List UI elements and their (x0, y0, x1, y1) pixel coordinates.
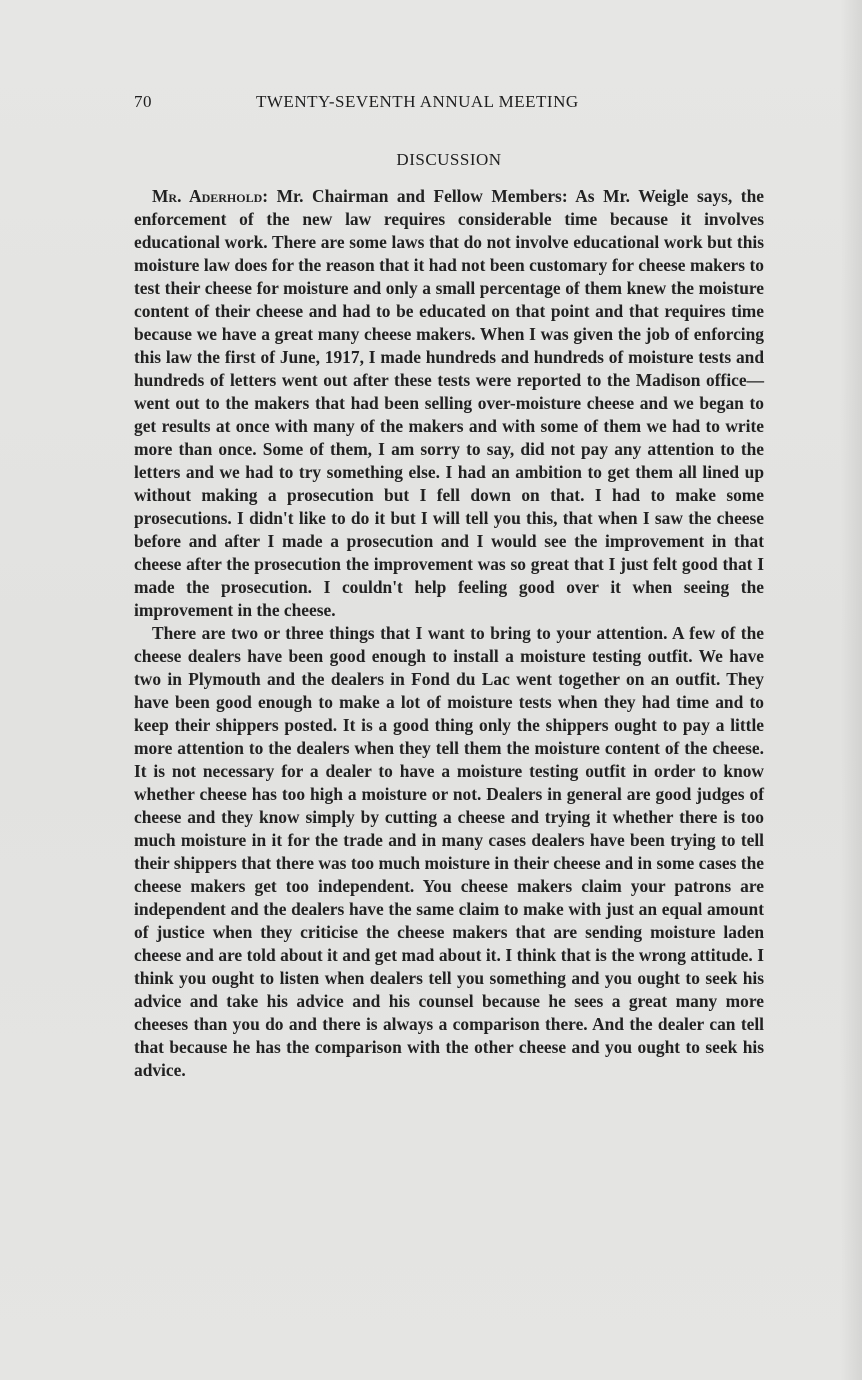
running-title: TWENTY-SEVENTH ANNUAL MEETING (256, 92, 579, 111)
paragraph-text: There are two or three things that I want to bring to your attention. A few of the cheese dealers have been good enough to install a moisture testing outfit. We have two in Plymouth and the dealers in Fond du Lac went together on an outfit. They have been good enough to make a lot of moisture tests when they had time and to keep their shippers posted. It is a good thing only the shippers ought to pay a little more attention to the dealers when they tell them the moisture content of the cheese. It is not necessary for a dealer to have a moisture testing outfit in order to know whether cheese has too high a moisture or not. Dealers in general are good judges of cheese and they know simply by cutting a cheese and trying it whether there is too much moisture in it for the trade and in many cases dealers have been trying to tell their shippers that there was too much moisture in their cheese and in some cases the cheese makers get too independent. You cheese makers claim your patrons are independent and the dealers have the same claim to make with just an equal amount of justice when they criticise the cheese makers that are sending moisture laden cheese and are told about it and get mad about it. I think that is the wrong attitude. I think you ought to listen when dealers tell you something and you ought to seek his advice and take his advice and his counsel because he sees a great many more cheeses than you do and there is always a comparison there. And the dealer can tell that because he has the comparison with the other cheese and you ought to seek his advice. (134, 623, 764, 1080)
page-edge-shadow (840, 0, 862, 1380)
page-number: 70 (134, 92, 152, 111)
speaker-name: Mr. Aderhold: (152, 186, 269, 206)
running-head (134, 92, 764, 116)
body-text (134, 185, 764, 1082)
paragraph-text: Mr. Chairman and Fellow Members: As Mr. Weigle says, the enforcement of the new law requires considerable time because it involves educational work. There are some laws that do not involve educational work but this moisture law does for the reason that it had not been customary for cheese makers to test their cheese for moisture and only a small percentage of them knew the moisture content of their cheese and had to be educated on that point and that requires time because we have a great many cheese makers. When I was given the job of enforcing this law the first of June, 1917, I made hundreds and hundreds of moisture tests and hundreds of letters went out after these tests were reported to the Madison office—went out to the makers that had been selling over-moisture cheese and we began to get results at once with many of the makers and with some of them we had to write more than once. Some of them, I am sorry to say, did not pay any attention to the letters and we had to try something else. I had an ambition to get them all lined up without making a prosecution but I fell down on that. I had to make some prosecutions. I didn't like to do it but I will tell you this, that when I saw the cheese before and after I made a prosecution and I would see the improvement in that cheese after the prosecution the improvement was so great that I just felt good that I made the prosecution. I couldn't help feeling good over it when seeing the improvement in the cheese. (134, 186, 764, 620)
section-title: DISCUSSION (396, 150, 502, 169)
paragraph (134, 185, 764, 622)
paragraph (134, 622, 764, 1082)
